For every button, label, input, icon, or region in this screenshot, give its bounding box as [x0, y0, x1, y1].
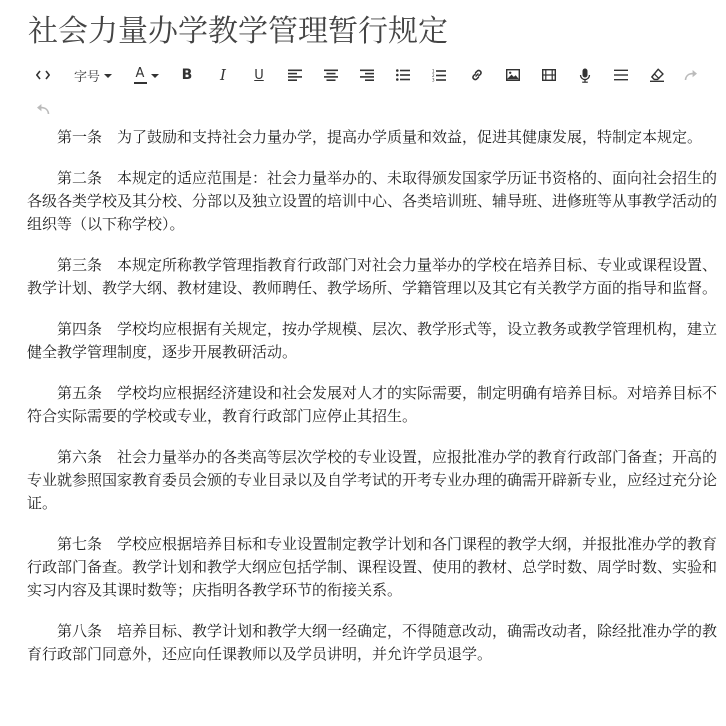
article-paragraph: 第六条 社会力量举办的各类高等层次学校的专业设置，应报批准办学的教育行政部门备查；开高的专业就参照国家教育委员会颁的专业目录以及自学考试的开考专业办理的确需开辟新专业，应经过充分论证。: [27, 448, 718, 512]
microphone-icon: [579, 68, 591, 83]
article-paragraph: 第八条 培养目标、教学计划和教学大纲一经确定，不得随意改动，确需改动者，除经批准办学的教育行政部门同意外，还应向任课教师以及学员讲明，并允许学员退学。: [27, 622, 718, 663]
video-icon: [542, 69, 556, 81]
eraser-icon: [650, 68, 665, 82]
article-paragraph: 第四条 学校均应根据有关规定，按办学规模、层次、教学形式等，设立教务或教学管理机构，建立健全教学管理制度，逐步开展教研活动。: [27, 320, 718, 361]
font-color-dropdown[interactable]: [130, 62, 162, 88]
article-paragraph: 第五条 学校均应根据经济建设和社会发展对人才的实际需要，制定明确有培养目标。对培养目标不符合实际需要的学校或专业，教育行政部门应停止其招生。: [27, 384, 718, 425]
clear-format-button[interactable]: [646, 62, 668, 88]
horizontal-rule-icon: [614, 69, 628, 81]
font-color-icon: [134, 67, 147, 84]
video-button[interactable]: [538, 62, 560, 88]
image-icon: [506, 69, 520, 81]
bullet-list-button[interactable]: [392, 62, 414, 88]
italic-icon: I: [220, 66, 226, 84]
underline-button[interactable]: [248, 62, 270, 88]
align-left-button[interactable]: [284, 62, 306, 88]
article-paragraph: 第二条 本规定的适应范围是：社会力量举办的、未取得颁发国家学历证书资格的、面向社会招生的各级各类学校及其分校、分部以及独立设置的培训中心、各类培训班、辅导班、进修班等从事教学活动的组织等（以下称学校）。: [27, 169, 718, 233]
link-icon: [470, 68, 484, 82]
numbered-list-icon: [432, 69, 446, 82]
undo-icon: [36, 103, 50, 115]
svg-text:3: 3: [432, 77, 435, 82]
redo-button[interactable]: [680, 62, 702, 88]
font-size-dropdown[interactable]: [70, 62, 116, 88]
svg-text:2: 2: [432, 72, 435, 78]
bullet-list-icon: [396, 69, 410, 81]
article-paragraph: 第三条 本规定所称教学管理指教育行政部门对社会力量举办的学校在培养目标、专业或课程设置、教学计划、教学大纲、教材建设、教师聘任、教学场所、学籍管理以及其它有关教学方面的指导和监督。: [27, 256, 718, 297]
align-right-icon: [360, 69, 374, 81]
font-color-swatch: [134, 82, 147, 84]
code-icon: [36, 69, 50, 81]
code-button[interactable]: [32, 62, 54, 88]
align-center-button[interactable]: [320, 62, 342, 88]
article-paragraph: 第一条 为了鼓励和支持社会力量办学，提高办学质量和效益，促进其健康发展，特制定本规定。: [57, 128, 703, 146]
redo-icon: [684, 69, 698, 81]
align-center-icon: [324, 69, 338, 81]
numbered-list-button[interactable]: [428, 62, 450, 88]
underline-icon: U: [254, 67, 264, 83]
font-size-label: 字号: [73, 69, 100, 85]
editor-toolbar: [26, 62, 716, 126]
undo-button[interactable]: [32, 96, 54, 122]
chevron-down-icon: [104, 74, 112, 78]
page-title: 社会力量办学教学管理暂行规定: [28, 14, 448, 49]
link-button[interactable]: [466, 62, 488, 88]
audio-button[interactable]: [574, 62, 596, 88]
editor-content[interactable]: [27, 126, 717, 684]
bold-button[interactable]: [176, 62, 198, 88]
chevron-down-icon: [151, 74, 159, 78]
italic-button[interactable]: [212, 62, 234, 88]
align-left-icon: [288, 69, 302, 81]
bold-icon: B: [181, 67, 193, 83]
article-paragraph: 第七条 学校应根据培养目标和专业设置制定教学计划和各门课程的教学大纲，并报批准办学的教育行政部门备查。教学计划和教学大纲应包括学制、课程设置、使用的教材、总学时数、周学时数、实验和实习内容及其课时数等；庆指明各教学环节的衔接关系。: [27, 535, 718, 599]
align-right-button[interactable]: [356, 62, 378, 88]
image-button[interactable]: [502, 62, 524, 88]
svg-text:1: 1: [432, 68, 435, 74]
horizontal-rule-button[interactable]: [610, 62, 632, 88]
font-color-label: A: [135, 65, 145, 81]
